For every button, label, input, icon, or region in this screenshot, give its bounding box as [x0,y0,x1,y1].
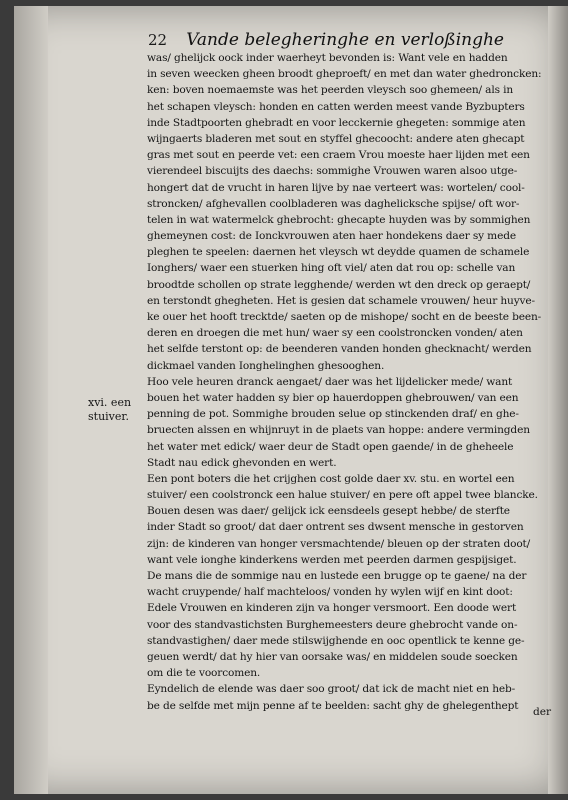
text-line: stroncken/ afghevallen coolbladeren was daghelicksche spijse/ oft wor- [147,197,520,210]
text-line: in seven weecken gheen broodt gheproeft/ en met dan water ghedroncken: [147,68,542,81]
text-line: Bouen desen was daer/ gelijck ick eensdeels gesept hebbe/ de sterfte [147,505,510,518]
text-line: Eyndelich de elende was daer soo groot/ dat ick de macht niet en heb- [147,683,516,696]
text-line: broodtde schollen op strate legghende/ werden wt den dreck op geraept/ [147,278,531,291]
text-line: wacht cruypende/ half machteloos/ vonden hy wylen wijf en kint doot: [147,586,513,599]
text-line: hongert dat de vrucht in haren lijve by nae verteert was: wortelen/ cool- [147,181,525,194]
margin-note-line: xvi. een [88,396,132,409]
text-line: standvastighen/ daer mede stilswijghende en ooc opentlick te kenne ge- [147,634,525,647]
text-line: Ionghers/ waer een stuerken hing oft viel/ aten dat rou op: schelle van [147,262,516,275]
text-line: het water met edick/ waer deur de Stadt open gaende/ in de gheheele [147,440,514,453]
text-line: voor des standvastichsten Burghemeesters deure ghebrocht vande on- [147,618,518,631]
text-line: bruecten alssen en whijnruyt in de plaets van hoppe: andere vermingden [147,424,530,437]
text-line: inde Stadtpoorten ghebradt en voor lecckernie ghegeten: sommige aten [147,116,526,129]
text-line: Hoo vele heuren dranck aengaet/ daer was het lijdelicker mede/ want [147,375,513,388]
page-number: 22 [148,31,168,49]
text-line: De mans die de sommige nau en lustede een brugge op te gaene/ na der [147,570,527,582]
text-line: en terstondt ghegheten. Het is gesien dat schamele vrouwen/ heur huyve- [147,294,535,307]
margin-note-line: stuiver. [88,410,129,423]
text-line: het selfde terstont op: de beenderen vanden honden ghecknacht/ werden [147,343,532,356]
text-line: dickmael vanden Ionghelinghen ghesooghen. [147,359,385,372]
text-line: telen in wat watermelck ghebrocht: ghecapte huyden was by sommighen [147,213,531,226]
text-line: ke ouer het hooft trecktde/ saeten op de mishope/ socht en de beeste been- [147,311,542,323]
margin-note [88,396,146,424]
text-line: vierendeel biscuijts des daechs: sommighe Vrouwen waren alsoo utge- [147,165,518,178]
text-line: geuen werdt/ dat hy hier van oorsake was/ en middelen soude soecken [147,650,518,663]
text-line: was/ ghelijck oock inder waerheyt bevonden is: Want vele en hadden [147,52,508,64]
text-line: gras met sout en peerde vet: een craem Vrou moeste haer lijden met een [147,149,530,162]
text-line: ghemeynen cost: de Ionckvrouwen aten haer hondekens daer sy mede [147,230,516,243]
text-line: want vele ionghe kinderkens werden met peerden darmen gespijsiget. [147,553,517,566]
text-line: wijngaerts bladeren met sout en styffel ghecoocht: andere aten ghecapt [147,132,525,145]
text-line: inder Stadt so groot/ dat daer ontrent ses dwsent mensche in gestorven [147,521,524,534]
text-line: om die te voorcomen. [147,667,261,680]
body-text [147,50,557,714]
text-line: Een pont boters die het crijghen cost golde daer xv. stu. en wortel een [147,472,515,485]
text-line: stuiver/ een coolstronck een halue stuiver/ en pere oft appel twee blancke. [147,489,538,502]
text-line: zijn: de kinderen van honger versmachtende/ bleuen op der straten doot/ [147,537,531,550]
text-line: Edele Vrouwen en kinderen zijn va honger versmoort. Een doode wert [147,602,517,615]
text-line: het schapen vleysch: honden en catten werden meest vande Byzbupters [147,100,525,113]
text-line: bouen het water hadden sy bier op hauerdoppen ghebrouwen/ van een [147,391,519,404]
text-line: deren en droegen die met hun/ waer sy een coolstroncken vonden/ aten [147,327,523,340]
text-line: penning de pot. Sommighe brouden selue op stinckenden draf/ en ghe- [147,408,519,421]
text-line: Stadt nau edick ghevonden en wert. [147,456,337,469]
running-title: Vande belegheringhe en verloßinghe [186,30,504,50]
binding-gutter [14,6,48,794]
catchword: der [533,706,552,718]
text-line: pleghen te speelen: daernen het vleysch wt deydde quamen de schamele [147,246,530,259]
text-line: be de selfde met mijn penne af te beelden: sacht ghy de ghelegenthept [147,699,519,712]
text-line: ken: boven noemaemste was het peerden vleysch soo ghemeen/ als in [147,84,513,97]
